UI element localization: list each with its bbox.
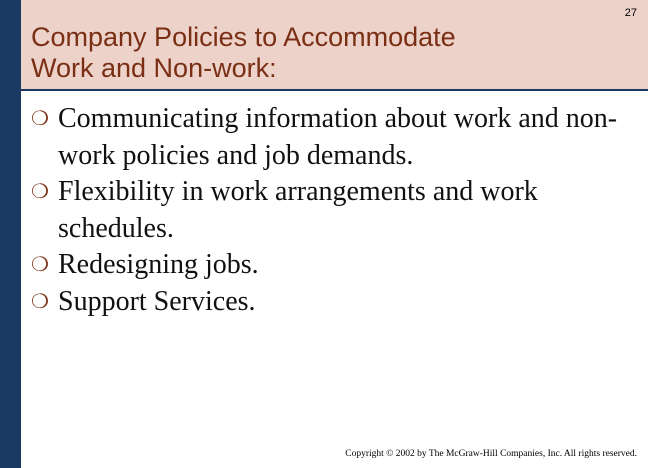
bullet-marker-icon: ❍ [31,290,49,313]
page-number: 27 [624,7,637,19]
slide-side-bar [0,0,21,468]
bullet-text: Redesigning jobs. [58,249,259,280]
bullet-list [31,101,621,320]
bullet-text: Flexibility in work arrangements and work schedules. [58,176,538,244]
copyright-footer: Copyright © 2002 by The McGraw-Hill Companies, Inc. All rights reserved. [345,449,637,459]
title-divider [21,89,648,91]
bullet-marker-icon: ❍ [31,254,49,276]
bullet-marker-icon: ❍ [31,108,49,130]
slide-title: Company Policies to Accommodate Work and Non-work: [31,22,456,83]
bullet-text: Support Services. [58,285,256,317]
bullet-item [31,101,621,174]
bullet-item [31,174,621,247]
bullet-text: Communicating information about work and non-work policies and job demands. [58,103,618,171]
bullet-marker-icon: ❍ [31,181,49,203]
bullet-item [31,247,621,284]
bullet-item [31,284,621,321]
